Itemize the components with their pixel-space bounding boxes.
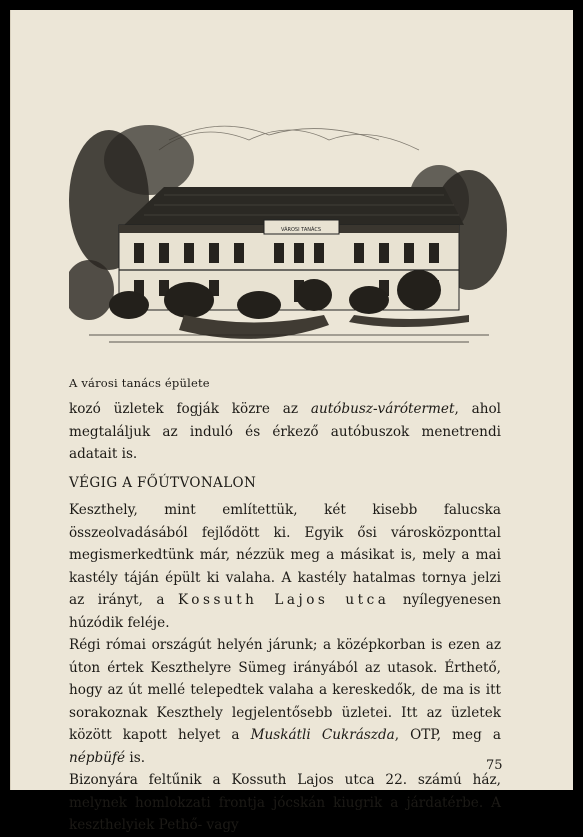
- text-span: , OTP, meg a: [394, 727, 501, 743]
- paragraph-bus-station: [69, 398, 501, 466]
- text-span: Bizonyára feltűnik a Kossuth Lajos utca 22. számú ház, melynek homlokzati frontja jócskán kiugrik a járdatérbe. A keszthelyiek Pethő- vagy: [69, 772, 501, 833]
- town-hall-illustration: [69, 110, 509, 360]
- figure-caption: A városi tanács épülete: [69, 376, 210, 390]
- paragraph-roman-road: [69, 634, 501, 769]
- text-span: is.: [125, 749, 146, 766]
- text-span: Keszthely, mint említettük, két kisebb falucska összeolvadásából fejlődött ki. Egyik ősi városközponttal megismerkedtünk már, nézzük meg a másikat is, mely a mai kastély táján épült ki valaha. A kastély hatalmas tornya jelzi az irányt, a: [69, 502, 501, 608]
- italic-term: autóbusz-várótermet: [310, 401, 455, 417]
- paragraph-house-22: [69, 769, 501, 837]
- building-sign: VÁROSI TANÁCS: [281, 227, 321, 233]
- text-span: , ahol megtaláljuk az induló és érkező autóbuszok menetrendi adatait is.: [69, 401, 501, 462]
- spaced-street-name: Kossuth Lajos utca: [178, 592, 390, 608]
- text-span: Régi római országút helyén járunk; a középkorban is ezen az úton értek Keszthelyre Sümeg irányából az utasok. Érthető, hogy az út mellé telepedtek valaha a kereskedők, de ma is itt sorakoznak Keszthely legjelentősebb üzletei. Itt az üzletek között kapott helyet a: [69, 637, 501, 743]
- italic-term: Muskátli Cukrászda: [250, 727, 395, 743]
- book-page: [10, 10, 573, 833]
- page-number: 75: [486, 758, 503, 773]
- text-span: nyílegyenesen húzódik feléje.: [69, 592, 502, 631]
- italic-term: népbüfé: [69, 749, 126, 766]
- text-span: kozó üzletek fogják közre az: [69, 401, 311, 417]
- section-heading: VÉGIG A FŐÚTVONALON: [69, 475, 257, 491]
- section-body: [69, 499, 501, 837]
- paragraph-intro: [69, 499, 501, 634]
